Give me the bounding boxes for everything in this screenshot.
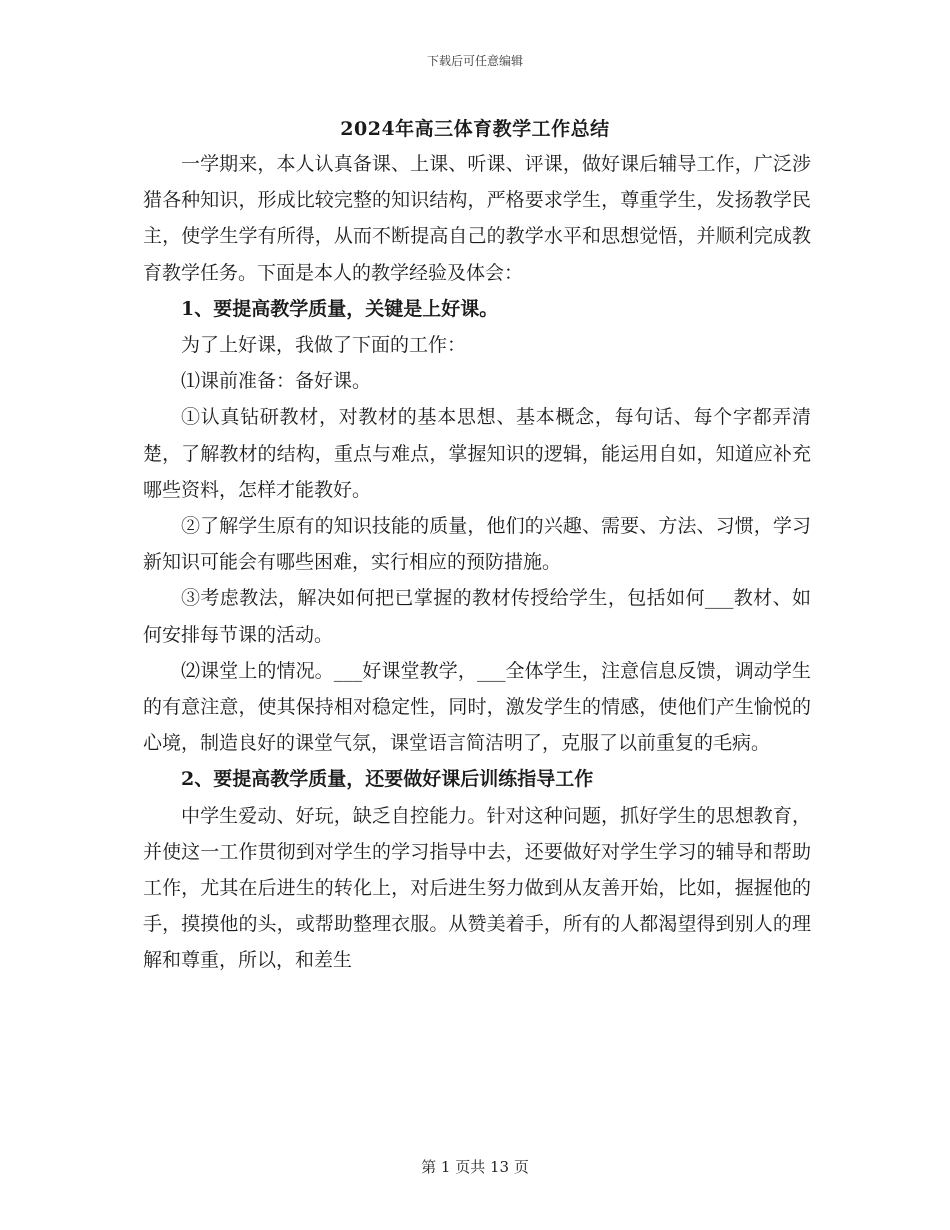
section-heading-2: 2、要提高教学质量，还要做好课后训练指导工作 [181,768,594,791]
document-body [143,146,811,979]
body-paragraph: ②了解学生原有的知识技能的质量，他们的兴趣、需要、方法、习惯，学习新知识可能会有哪些困难，实行相应的预防措施。 [143,515,811,574]
body-paragraph: ⑵课堂上的情况。___好课堂教学，___全体学生，注意信息反馈，调动学生的有意注意，使其保持相对稳定性，同时，激发学生的情感，使他们产生愉悦的心境，制造良好的课堂气氛，课堂语言简洁明了，克服了以前重复的毛病。 [143,659,811,755]
document-title: 2024年高三体育教学工作总结 [340,118,610,140]
body-paragraph: 中学生爱动、好玩，缺乏自控能力。针对这种问题，抓好学生的思想教育，并使这一工作贯彻到对学生的学习指导中去，还要做好对学生学习的辅导和帮助工作，尤其在后进生的转化上，对后进生努力做到从友善开始，比如，握握他的手，摸摸他的头，或帮助整理衣服。从赞美着手，所有的人都渴望得到别人的理解和尊重，所以，和差生 [143,804,811,972]
body-paragraph: ③考虑教法，解决如何把已掌握的教材传授给学生，包括如何___教材、如何安排每节课的活动。 [143,587,811,646]
page-number-footer: 第 1 页共 13 页 [421,1158,529,1176]
section-heading-1: 1、要提高教学质量，关键是上好课。 [181,297,499,320]
body-paragraph: ⑴课前准备：备好课。 [181,370,372,393]
page-header-note: 下载后可任意编辑 [426,54,523,68]
body-paragraph: 为了上好课，我做了下面的工作： [181,334,467,357]
intro-paragraph: 一学期来，本人认真备课、上课、听课、评课，做好课后辅导工作，广泛涉猎各种知识，形成比较完整的知识结构，严格要求学生，尊重学生，发扬教学民主，使学生学有所得，从而不断提高自己的教学水平和思想觉悟，并顺利完成教育教学任务。下面是本人的教学经验及体会： [143,153,811,284]
body-paragraph: ①认真钻研教材，对教材的基本思想、基本概念，每句话、每个字都弄清楚，了解教材的结构，重点与难点，掌握知识的逻辑，能运用自如，知道应补充哪些资料，怎样才能教好。 [143,406,811,501]
